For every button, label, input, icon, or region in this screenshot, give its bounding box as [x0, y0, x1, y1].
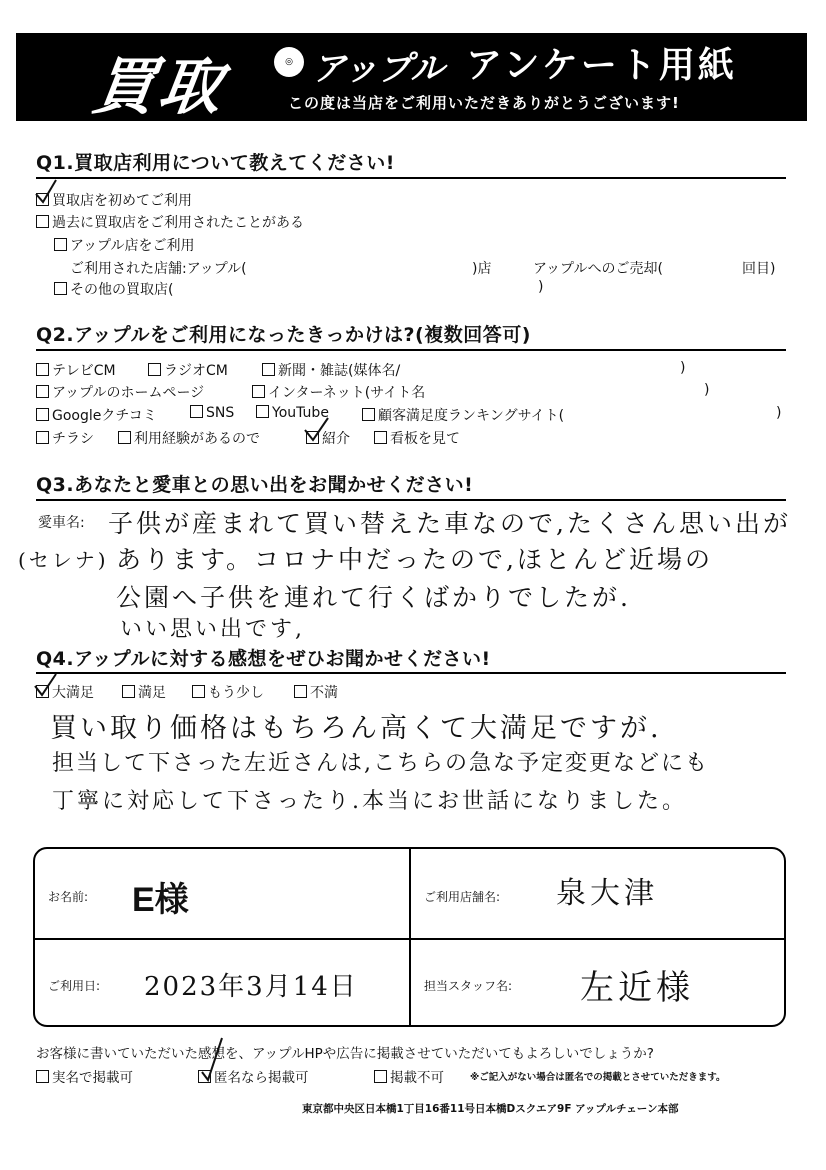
- q1-divider: [36, 177, 786, 179]
- publish-option-no[interactable]: [374, 1066, 444, 1086]
- publish-question: お客様に書いていただいた感想を、アップルHPや広告に掲載させていただいてもよろしいでしょうか?: [36, 1046, 654, 1062]
- q2-option-ranking[interactable]: [362, 405, 564, 425]
- q2-option-label: テレビCM: [52, 363, 116, 379]
- publish-option-realname[interactable]: [36, 1066, 133, 1086]
- checkmark-icon: [34, 178, 58, 204]
- q2-option-flyer[interactable]: [36, 428, 94, 448]
- q4-option-label: 満足: [138, 685, 166, 701]
- checkbox[interactable]: [252, 385, 265, 398]
- q4-option-satisfied[interactable]: [122, 682, 166, 702]
- q1-option-first[interactable]: [36, 190, 192, 210]
- checkmark-icon: [32, 672, 58, 698]
- checkbox[interactable]: [294, 685, 307, 698]
- checkbox[interactable]: [374, 1070, 387, 1083]
- q2-option-label: アップルのホームページ: [52, 385, 205, 401]
- checkbox[interactable]: [36, 215, 49, 228]
- q2-divider: [36, 349, 786, 351]
- checkbox[interactable]: [36, 431, 49, 444]
- checkbox[interactable]: [36, 385, 49, 398]
- date-label: ご利用日:: [48, 979, 101, 993]
- checkbox[interactable]: [54, 238, 67, 251]
- checkbox[interactable]: [36, 408, 49, 421]
- q4-answer-line-3[interactable]: 丁寧に対応して下さったり.本当にお世話になりました。: [52, 789, 687, 814]
- apple-logo-icon: ◎: [274, 47, 304, 77]
- brand-name: アップル: [312, 49, 445, 89]
- date-value[interactable]: 2023年3月14日: [144, 972, 358, 1002]
- staff-label: 担当スタッフ名:: [424, 979, 513, 993]
- checkbox[interactable]: [374, 431, 387, 444]
- q2-option-label: Googleクチコミ: [52, 408, 157, 424]
- q1-store-name-label: ご利用された店舗:アップル(: [70, 261, 247, 277]
- q2-option-tvcm[interactable]: [36, 360, 116, 380]
- form-subtitle: この度は当店をご利用いただきありがとうございます!: [288, 94, 680, 112]
- q1-other-close: ): [538, 279, 544, 295]
- q2-option-sns[interactable]: [190, 405, 234, 421]
- q2-option-label: ラジオCM: [164, 363, 228, 379]
- checkbox[interactable]: [190, 405, 203, 418]
- q4-divider: [36, 672, 786, 674]
- checkbox[interactable]: [36, 363, 49, 376]
- q2-option-radiocm[interactable]: [148, 360, 228, 380]
- checkmark-icon: [198, 1036, 226, 1082]
- q2-option-label: 顧客満足度ランキングサイト(: [378, 408, 565, 424]
- q1-option-other-label: その他の買取店(: [70, 282, 174, 298]
- q1-option-past[interactable]: [36, 212, 304, 232]
- q1-sales-label: アップルへのご売却(: [533, 261, 663, 277]
- q4-option-unsatisfied[interactable]: [294, 682, 338, 702]
- q2-option-newspaper[interactable]: [262, 360, 400, 380]
- q2-option-experience[interactable]: [118, 428, 260, 448]
- staff-value[interactable]: 左近様: [580, 968, 694, 1008]
- publish-option-label: 掲載不可: [390, 1070, 444, 1086]
- name-label: お名前:: [48, 890, 89, 904]
- q2-option-homepage[interactable]: [36, 382, 204, 402]
- q2-newspaper-close: ): [680, 360, 686, 376]
- company-address: 東京都中央区日本橋1丁目16番11号日本橋Dスクエア9F アップルチェーン本部: [302, 1103, 679, 1115]
- q4-answer-line-2[interactable]: 担当して下さった左近さんは,こちらの急な予定変更などにも: [52, 751, 709, 776]
- checkbox[interactable]: [54, 282, 67, 295]
- q4-answer-line-1[interactable]: 買い取り価格はもちろん高くて大満足ですが.: [50, 713, 662, 744]
- checkbox[interactable]: [36, 1070, 49, 1083]
- q3-heading: Q3.あなたと愛車との思い出をお聞かせください!: [36, 474, 474, 496]
- checkbox[interactable]: [148, 363, 161, 376]
- q2-internet-close: ): [704, 382, 710, 398]
- q2-option-label: 新聞・雑誌(媒体名/: [278, 363, 401, 379]
- checkbox[interactable]: [122, 685, 135, 698]
- publish-option-label: 実名で掲載可: [52, 1070, 133, 1086]
- q2-option-label: チラシ: [52, 431, 94, 447]
- q1-sales-suffix: 回目): [742, 261, 776, 277]
- checkbox[interactable]: [192, 685, 205, 698]
- q3-divider: [36, 499, 786, 501]
- q4-heading: Q4.アップルに対する感想をぜひお聞かせください!: [36, 648, 491, 670]
- q2-option-label: 利用経験があるので: [134, 431, 260, 447]
- q2-option-label: 看板を見て: [390, 431, 460, 447]
- q2-option-signboard[interactable]: [374, 428, 460, 448]
- q2-option-label: SNS: [206, 405, 235, 421]
- q1-option-past-label: 過去に買取店をご利用されたことがある: [52, 215, 304, 231]
- q3-answer-line-2[interactable]: あります。コロナ中だったので,ほとんど近場の: [116, 545, 713, 574]
- q2-option-label: 紹介: [322, 431, 350, 447]
- q2-heading: Q2.アップルをご利用になったきっかけは?(複数回答可): [36, 324, 531, 346]
- form-title: アンケート用紙: [466, 45, 737, 86]
- publish-note: ※ご記入がない場合は匿名での掲載とさせていただきます。: [470, 1072, 726, 1083]
- publish-option-label: 匿名なら掲載可: [214, 1070, 309, 1086]
- q2-option-label: インターネット(サイト名: [268, 385, 426, 401]
- header-banner: [16, 33, 807, 121]
- q1-option-apple-label: アップル店をご利用: [70, 238, 195, 254]
- info-column-divider: [409, 849, 411, 1025]
- name-value[interactable]: E様: [132, 881, 189, 919]
- q4-option-label: 不満: [310, 685, 338, 701]
- q3-answer-line-3[interactable]: 公園へ子供を連れて行くばかりでしたが.: [116, 583, 631, 612]
- q2-ranking-close: ): [776, 405, 782, 421]
- q1-option-other[interactable]: [54, 279, 173, 299]
- checkbox[interactable]: [262, 363, 275, 376]
- q3-car-name[interactable]: (セレナ): [18, 548, 109, 572]
- kaitori-logo: 買取: [88, 50, 231, 123]
- q2-option-internet[interactable]: [252, 382, 425, 402]
- q4-option-label: 大満足: [52, 685, 94, 701]
- q3-answer-line-1[interactable]: 子供が産まれて買い替えた車なので,たくさん思い出が: [108, 509, 791, 538]
- q1-option-apple[interactable]: [54, 235, 194, 255]
- q2-option-google[interactable]: [36, 405, 157, 425]
- q1-heading: Q1.買取店利用について教えてください!: [36, 152, 395, 174]
- q1-store-suffix: )店: [472, 261, 492, 277]
- checkmark-icon: [302, 416, 330, 442]
- checkbox[interactable]: [256, 405, 269, 418]
- store-value[interactable]: 泉大津: [556, 876, 658, 911]
- checkbox[interactable]: [118, 431, 131, 444]
- q3-answer-line-4[interactable]: いい思い出です,: [120, 617, 305, 642]
- q4-option-more[interactable]: [192, 682, 264, 702]
- store-label: ご利用店舗名:: [424, 890, 501, 904]
- q1-option-first-label: 買取店を初めてご利用: [52, 193, 192, 209]
- q3-car-label: 愛車名:: [38, 515, 85, 531]
- q2-option-label: YouTube: [272, 405, 329, 421]
- q4-option-label: もう少し: [208, 685, 264, 701]
- checkbox[interactable]: [362, 408, 375, 421]
